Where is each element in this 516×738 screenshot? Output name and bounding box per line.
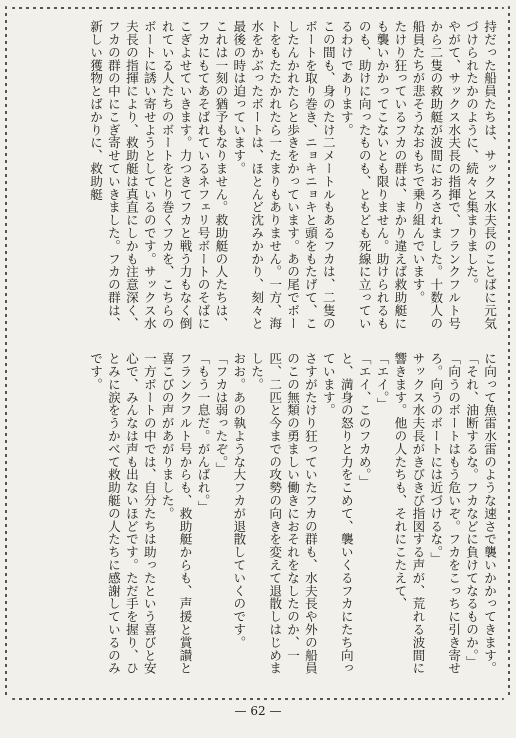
decorative-border-bottom [12,695,504,704]
lower-paragraph: 「フカは弱ったぞ。」 [213,352,229,475]
lower-paragraph: さすがたけり狂っていたフカの群も、水夫長や外の船員のこの無類の勇ましい働きにおそれをなしたのか、一匹、二匹と今までの攻勢の向きを変えて退散しはじめました。 [249,352,318,675]
lower-paragraph: 「エイ。」 [374,352,390,411]
lower-paragraph: 「それ、油断するな。フカなどに負けてなるものか。」 [464,352,480,669]
lower-paragraph: 一方ボートの中では、自分たちは助ったという喜びと安心で、みんなは声も出ないほどです。ただ手を握り、ひとみに涙をうかべて救助艇の人たちに感謝しているのみです。 [88,352,157,675]
lower-paragraph: フランクフルト号からも、救助艇からも、声援と賞讃と喜こびの声があがりました。 [159,352,193,675]
decorative-border-right [505,6,514,696]
lower-paragraph: おお。あの執ような大フカが退散していくのです。 [231,352,247,649]
upper-paragraph: たけり狂っているフカの群は、まかり違えば救助艇にも襲いかかってこないとも限りません。助けられるものも、助けに向ったものも、ともども死線に立っているわけであります。 [338,20,408,330]
lower-text-block [18,352,498,682]
lower-paragraph: 「もう一息だ。がんばれ。」 [195,352,211,514]
upper-text-block [18,20,498,338]
page-number: — 62 — [234,704,282,718]
upper-paragraph: 持だった船員たちは、サックス水夫長のことばに元気づけられたかのように、続々と集まりました。 [464,20,497,330]
upper-paragraph: これは一刻の猶予もなりません。救助艇の人たちは、フカにもてあそばれているネフェリ号ボートのそばにこぎよせていきます。力つきてフカと戦う力もなく倒れている人たちのボートをとり巻くフカを、こちらのボートに誘い寄せようとしているのです。サックス水夫長の指揮により、救助艇は真直にしかも注意深く、フカの群の中にこぎ寄せていきました。フカの群は、新しい獲物とばかりに、救助艇 [88,20,229,330]
upper-paragraph: やがて、サックス水夫長の指揮で、フランクフルト号から二隻の救助艇が波間におろされました。十数人の船員たちが悲そうなおもちで乗り組んでいます。 [410,20,462,330]
lower-paragraph: 「向うのボートはもう危いぞ。フカをこっちに引き寄せろ。向うのボートには近づけるな。」 [428,352,462,675]
lower-paragraph: と、満身の怒りと力をこめて、襲いくるフカにたち向っています。 [320,352,354,675]
lower-paragraph: に向って魚雷水雷のような速さで襲いかかってきます。 [482,352,497,675]
lower-paragraph: サックス水夫長がきびきび指図する声が、荒れる波間に響きます。他の人たちも、それにこたえて、 [392,352,426,675]
decorative-border-left [2,6,11,696]
lower-paragraph: 「エイ、このフカめ。」 [356,352,372,488]
decorative-border-top [12,4,504,13]
upper-paragraph: この間も、身のたけ二メートルもあるフカは、二隻のボートを取り巻き、ニョキニョキと頭をもたげて、こしたんかれたらと歩きをかっています。あの尾でボートをもたたかれたら一たまりもありません。一方、海水をかぶったボートは、ほとんど沈みかかり、刻々と最後の時は迫っています。 [231,20,336,330]
